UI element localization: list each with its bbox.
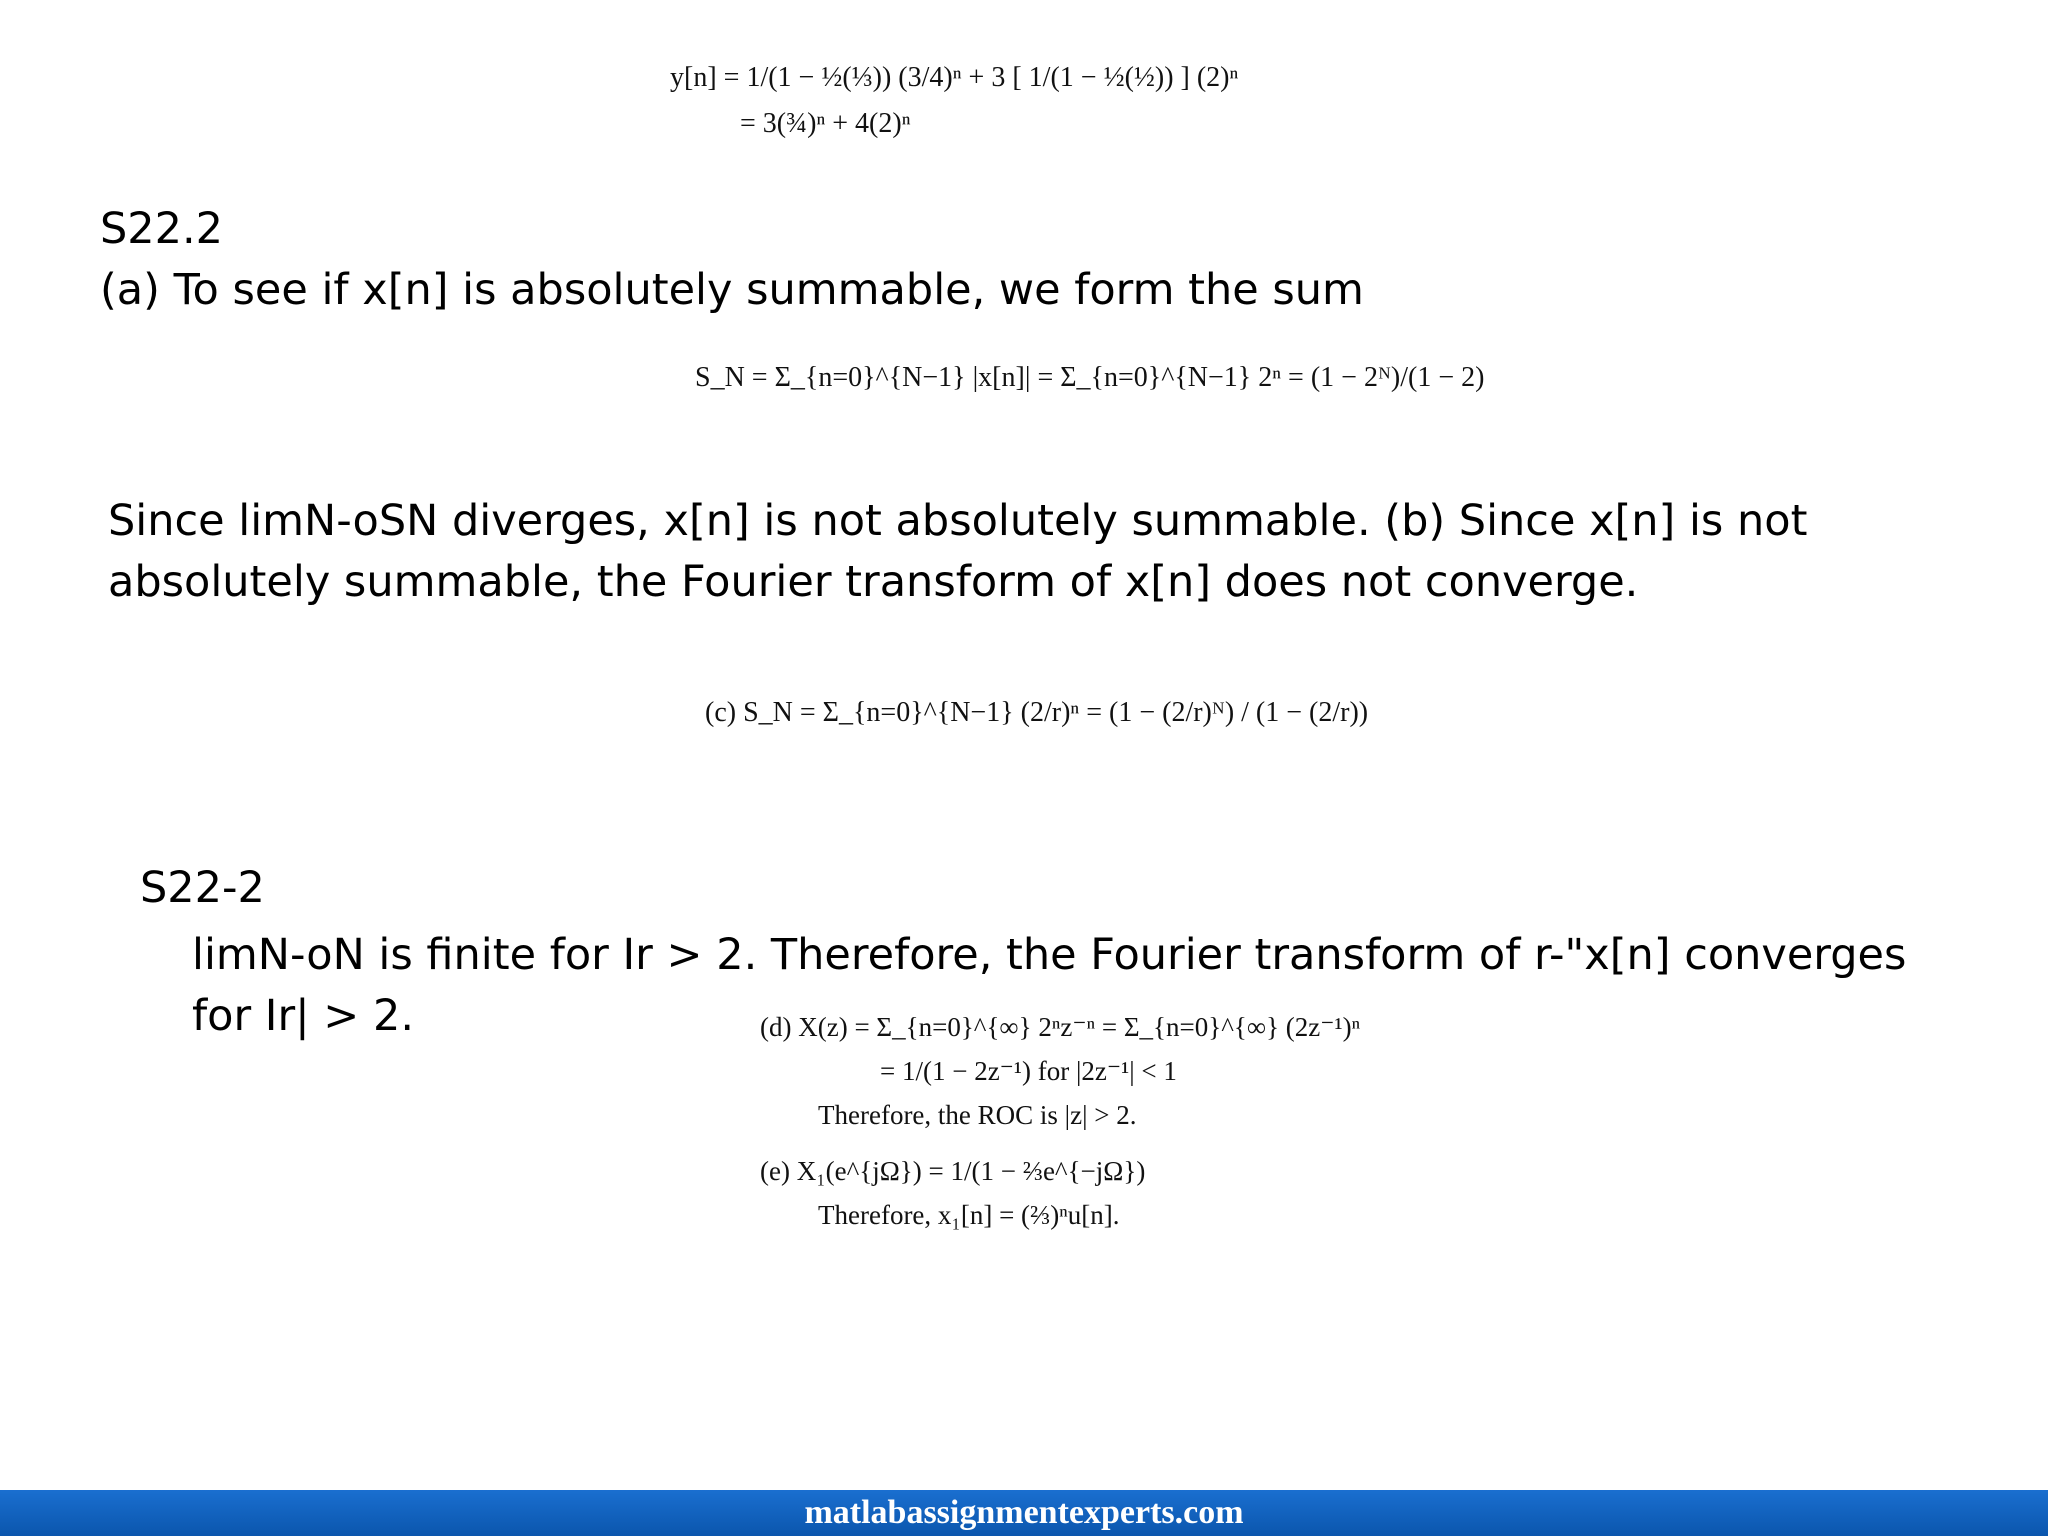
equation-y-n <box>670 55 1238 147</box>
section-heading-s22-2b: S22-2 <box>140 863 265 913</box>
equation-e-line1: (e) X₁(e^{jΩ}) = 1/(1 − ⅔e^{−jΩ}) <box>760 1156 1146 1186</box>
part-a-text: (a) To see if x[n] is absolutely summable, we form the sum <box>100 265 1364 315</box>
equation-y-n-line2: = 3(¾)ⁿ + 4(2)ⁿ <box>740 108 911 139</box>
section-heading-s22-2: S22.2 <box>100 204 224 254</box>
equation-sum-sn: S_N = Σ_{n=0}^{N−1} |x[n]| = Σ_{n=0}^{N−1} 2ⁿ = (1 − 2ᴺ)/(1 − 2) <box>695 362 1485 393</box>
since-text-line2: absolutely summable, the Fourier transform of x[n] does not converge. <box>108 557 1639 607</box>
limit-text-line1: limN-oN is finite for Ir > 2. Therefore, the Fourier transform of r-"x[n] converges <box>192 930 1907 980</box>
since-text-line1: Since limN-oSN diverges, x[n] is not absolutely summable. (b) Since x[n] is not <box>108 496 1808 546</box>
footer-bar <box>0 1490 2048 1536</box>
limit-text-line2: for Ir| > 2. <box>192 991 415 1041</box>
equation-d-line1: (d) X(z) = Σ_{n=0}^{∞} 2ⁿz⁻ⁿ = Σ_{n=0}^{∞} (2z⁻¹)ⁿ <box>760 1012 1361 1042</box>
equation-block-d-e <box>760 1005 1360 1237</box>
equation-e-line2: Therefore, x₁[n] = (⅔)ⁿu[n]. <box>818 1200 1120 1230</box>
footer-website-text: matlabassignmentexperts.com <box>804 1494 1244 1531</box>
equation-part-c: (c) S_N = Σ_{n=0}^{N−1} (2/r)ⁿ = (1 − (2/r)ᴺ) / (1 − (2/r)) <box>705 697 1369 728</box>
equation-d-line2: = 1/(1 − 2z⁻¹) for |2z⁻¹| < 1 <box>880 1056 1177 1086</box>
equation-y-n-line1: y[n] = 1/(1 − ½(⅓)) (3/4)ⁿ + 3 [ 1/(1 − ½(½)) ] (2)ⁿ <box>670 62 1239 93</box>
equation-d-line3: Therefore, the ROC is |z| > 2. <box>818 1100 1137 1130</box>
